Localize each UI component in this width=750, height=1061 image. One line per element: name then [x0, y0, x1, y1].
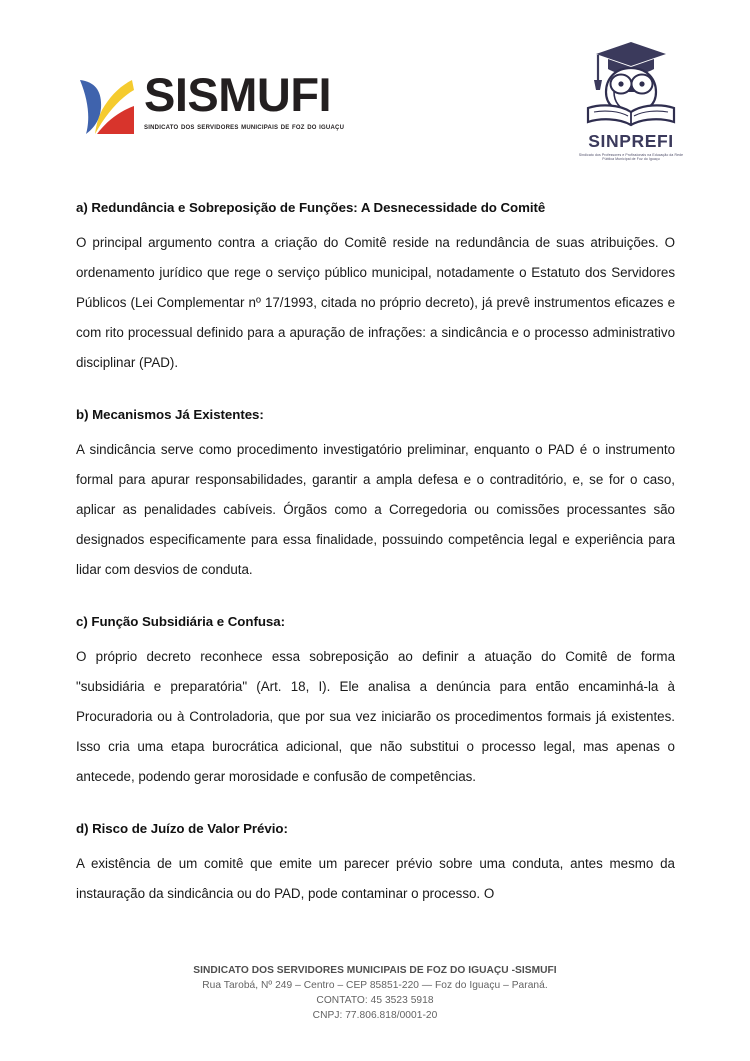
section-a [76, 198, 675, 378]
section-b-body: A sindicância serve como procedimento investigatório preliminar, enquanto o PAD é o instrumento formal para apurar responsabilidades, garantir a ampla defesa e o contraditório, e, se for o caso, aplicar as penalidades cabíveis. Órgãos como a Corregedoria ou comissões processantes são designados especificamente para essa finalidade, possuindo competência legal e experiência para lidar com desvios de conduta. [76, 441, 675, 577]
footer-contact: CONTATO: 45 3523 5918 [316, 995, 434, 1006]
sismufi-logo [76, 68, 345, 138]
sismufi-wordmark [144, 68, 345, 132]
footer-address: Rua Tarobá, Nº 249 – Centro – CEP 85851-220 — Foz do Iguaçu – Paraná. [202, 980, 548, 991]
sinprefi-name: SINPREFI [588, 131, 674, 151]
section-d-heading: d) Risco de Juízo de Valor Prévio: [76, 820, 288, 836]
sismufi-name: SISMUFI [144, 68, 332, 121]
section-b [76, 405, 675, 585]
section-b-heading: b) Mecanismos Já Existentes: [76, 406, 264, 422]
document-header [0, 0, 750, 180]
section-c-heading: c) Função Subsidiária e Confusa: [76, 613, 285, 629]
sinprefi-logo [570, 28, 692, 162]
document-footer [0, 963, 750, 1023]
document-body [76, 198, 675, 909]
section-a-body: O principal argumento contra a criação do Comitê reside na redundância de suas atribuições. O ordenamento jurídico que rege o serviço público municipal, notadamente o Estatuto dos Servidores Públicos (Lei Complementar nº 17/1993, citada no próprio decreto), já prevê instrumentos eficazes e com rito processual definido para a apuração de infrações: a sindicância e o processo administrativo disciplinar (PAD). [76, 234, 675, 370]
section-d-body: A existência de um comitê que emite um parecer prévio sobre uma conduta, antes mesmo da instauração da sindicância ou do PAD, pode contaminar o processo. O [76, 855, 675, 901]
section-a-heading: a) Redundância e Sobreposição de Funções: A Desnecessidade do Comitê [76, 200, 546, 215]
footer-cnpj: CNPJ: 77.806.818/0001-20 [312, 1010, 438, 1021]
section-c [76, 612, 675, 792]
section-d [76, 819, 675, 909]
owl-with-graduation-cap-on-book-icon [570, 28, 692, 132]
footer-organization-name: SINDICATO DOS SERVIDORES MUNICIPAIS DE FOZ DO IGUAÇU -SISMUFI [193, 965, 557, 976]
sismufi-tricolor-swoosh-icon [76, 76, 138, 138]
sinprefi-tagline: Sindicato dos Professores e Profissionais na Educação da Rede Pública Municipal de Foz do Iguaçu [578, 152, 684, 162]
sismufi-tagline: sindicato dos servidores municipais de foz do iguaçu [144, 121, 345, 132]
section-c-body: O próprio decreto reconhece essa sobreposição ao definir a atuação do Comitê de forma "subsidiária e preparatória" (Art. 18, I). Ele analisa a denúncia para então encaminhá-la à Procuradoria ou à Controladoria, que por sua vez iniciarão os procedimentos formais já existentes. Isso cria uma etapa burocrática adicional, que não substitui o processo legal, mas apenas o antecede, podendo gerar morosidade e confusão de competências. [76, 648, 675, 784]
